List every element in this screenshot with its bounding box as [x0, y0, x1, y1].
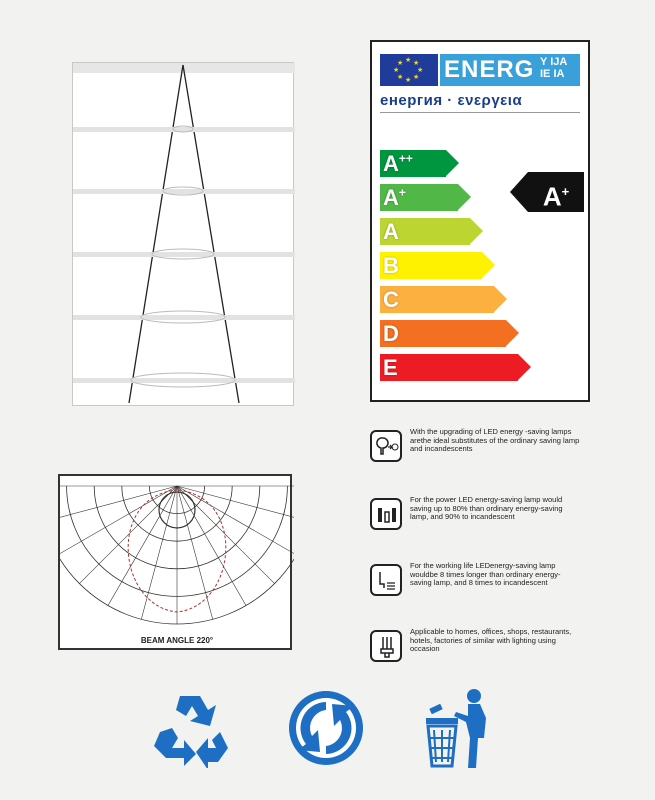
cone-left-edge — [129, 65, 183, 403]
beam-angle-label: BEAM ANGLE 220° — [140, 636, 214, 645]
beam-cone-diagram — [72, 62, 294, 406]
energy-title-box — [440, 54, 580, 86]
energy-class-text — [383, 355, 398, 381]
feature-item-substitute — [370, 428, 580, 468]
energy-suffix-line-2: IE IA — [540, 68, 565, 80]
polar-spoke — [177, 486, 246, 606]
feature-item-power-saving — [370, 496, 580, 536]
feature-item-application — [370, 628, 580, 668]
energy-class-label: C — [383, 287, 399, 312]
energy-class-text — [383, 321, 399, 347]
feature-text: With the upgrading of LED energy -saving lamps arethe ideal substitutes of the ordinary saving lamp and incandescents — [410, 427, 580, 453]
power-saving-icon — [370, 498, 402, 530]
energy-class-label: A — [383, 151, 399, 176]
energy-class-label: A — [383, 219, 399, 244]
energy-class-label: B — [383, 253, 399, 278]
energy-title: ENERG — [444, 56, 535, 83]
polar-spoke — [108, 486, 177, 606]
application-icon — [370, 630, 402, 662]
feature-text: Applicable to homes, offices, shops, restaurants, hotels, factories of similar with lighting using occasion — [410, 627, 572, 653]
polar-spoke — [177, 486, 275, 584]
feature-item-lifetime — [370, 562, 580, 602]
energy-class-text — [383, 219, 399, 245]
energy-suffix-line-1: Y IJA — [540, 56, 568, 68]
energy-class-text — [383, 151, 413, 177]
polar-spoke — [79, 486, 177, 584]
feature-text: For the power LED energy-saving lamp would saving up to 80% than ordinary energy-saving lamp, and 90% to incandescent — [410, 495, 563, 521]
litter-bin-icon — [416, 688, 496, 768]
rating-sup: + — [561, 184, 570, 199]
beam-cone-svg — [73, 63, 295, 407]
energy-class-label: A — [383, 185, 399, 210]
energy-class-text — [383, 287, 399, 313]
lifetime-icon — [370, 564, 402, 596]
energy-subtitle: енергия · ενεργεια — [380, 92, 523, 109]
energy-label — [370, 40, 590, 402]
energy-class-label: E — [383, 355, 398, 380]
energy-class-text — [383, 185, 406, 211]
energy-rating-arrow — [510, 172, 584, 212]
bulb-swap-icon — [370, 430, 402, 462]
energy-header — [380, 54, 580, 86]
polar-svg — [60, 476, 294, 636]
eu-flag-icon: ★ ★ ★ ★ ★ ★ ★ ★ — [380, 54, 438, 86]
energy-class-sup: ++ — [398, 151, 413, 166]
cone-levels — [73, 126, 295, 387]
energy-title-suffix — [540, 56, 567, 80]
energy-class-label: D — [383, 321, 399, 346]
rating-label: A — [542, 181, 562, 212]
polar-light-diagram — [58, 474, 292, 650]
recycle-icon — [150, 688, 230, 768]
feature-text: For the working life LEDenergy-saving lamp wouldbe 8 times longer than ordinary energy-saving lamp, and 8 times to incandescent — [410, 561, 561, 587]
green-dot-icon — [286, 688, 366, 768]
cone-right-edge — [183, 65, 239, 403]
header-divider — [380, 112, 580, 113]
energy-class-text — [383, 253, 399, 279]
energy-class-sup: + — [398, 185, 406, 200]
